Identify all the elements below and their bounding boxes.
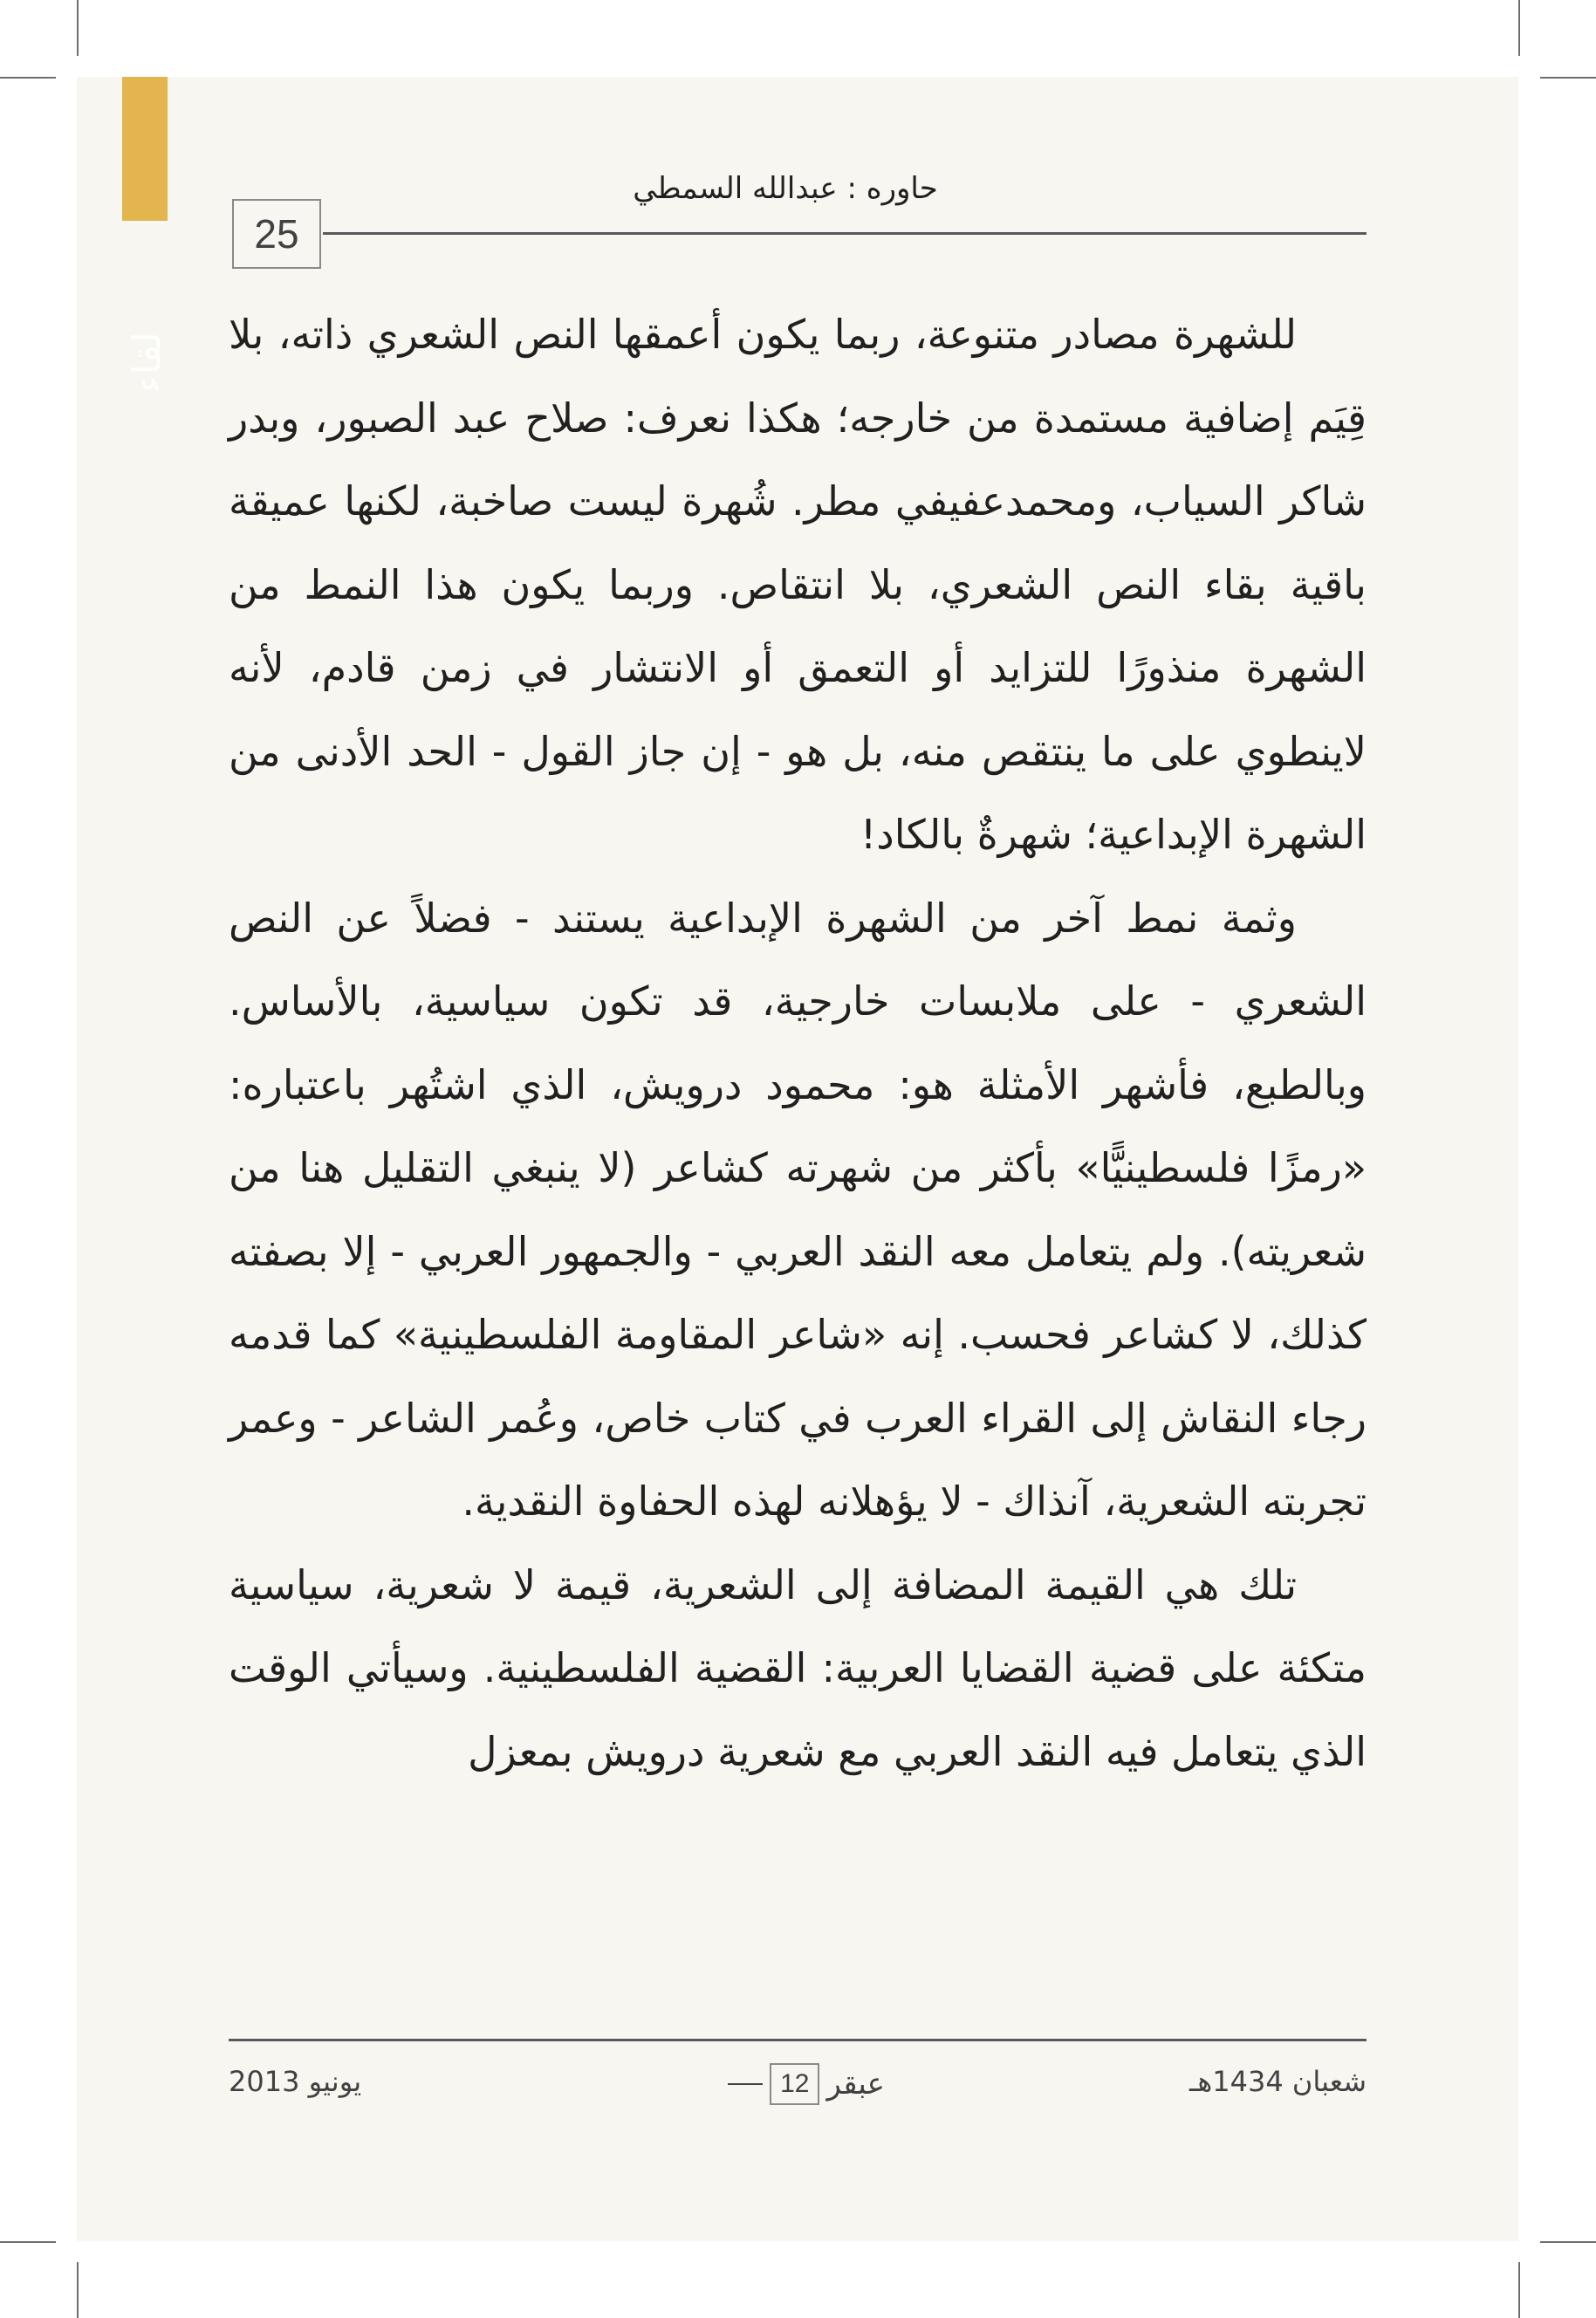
crop-mark bbox=[77, 2262, 79, 2318]
crop-mark bbox=[0, 2241, 56, 2243]
crop-mark bbox=[1518, 2262, 1520, 2318]
crop-mark bbox=[0, 77, 56, 79]
crop-mark bbox=[1540, 2241, 1596, 2243]
paragraph: وثمة نمط آخر من الشهرة الإبداعية يستند - فضلاً عن النص الشعري - على ملابسات خارجية، قد تكون سياسية، بالأساس. وبالطبع، فأشهر الأمثلة هو: محمود درويش، الذي اشتُهر باعتباره: «رمزًا فلسطينيًّا» بأكثر من شهرته كشاعر (لا ينبغي التقليل هنا من شعريته). ولم يتعامل معه النقد العربي - والجمهور العربي - إلا بصفته كذلك، لا كشاعر فحسب. إنه «شاعر المقاومة الفلسطينية» كما قدمه رجاء النقاش إلى القراء العرب في كتاب خاص، وعُمر الشاعر - وعمر تجربته الشعرية، آنذاك - لا يؤهلانه لهذه الحفاوة النقدية. bbox=[229, 894, 1367, 1525]
hijri-date: شعبان 1434هـ bbox=[1188, 2065, 1367, 2098]
crop-mark bbox=[1540, 77, 1596, 79]
gregorian-date: يونيو 2013 bbox=[229, 2065, 362, 2098]
section-side-label: لقاء bbox=[125, 332, 170, 393]
section-color-tab bbox=[122, 77, 168, 221]
crop-mark bbox=[77, 0, 79, 56]
interviewer-credit: حاوره : عبدالله السمطي bbox=[633, 171, 938, 206]
crop-mark bbox=[1518, 0, 1520, 56]
magazine-issue-mark bbox=[710, 2060, 902, 2109]
article-body bbox=[229, 293, 1367, 1793]
footer-rule bbox=[229, 2039, 1367, 2041]
issue-number: 12 bbox=[770, 2063, 819, 2105]
paragraph: للشهرة مصادر متنوعة، ربما يكون أعمقها النص الشعري ذاته، بلا قِيَم إضافية مستمدة من خارجه؛ هكذا نعرف: صلاح عبد الصبور، وبدر شاكر السياب، ومحمدعفيفي مطر. شُهرة ليست صاخبة، لكنها عميقة باقية بقاء النص الشعري، بلا انتقاص. وربما يكون هذا النمط من الشهرة منذورًا للتزايد أو التعمق أو الانتشار في زمن قادم، لأنه لاينطوي على ما ينتقص منه، بل هو - إن جاز القول - الحد الأدنى من الشهرة الإبداعية؛ شهرةٌ بالكاد! bbox=[229, 311, 1367, 858]
magazine-name: عبقر bbox=[826, 2067, 885, 2102]
header-rule bbox=[323, 232, 1367, 235]
page-footer bbox=[229, 2060, 1367, 2112]
page-number: 25 bbox=[232, 199, 321, 269]
divider-line bbox=[728, 2083, 763, 2085]
paragraph: تلك هي القيمة المضافة إلى الشعرية، قيمة لا شعرية، سياسية متكئة على قضية القضايا العربية: القضية الفلسطينية. وسيأتي الوقت الذي يتعامل فيه النقد العربي مع شعرية درويش بمعزل bbox=[229, 1560, 1367, 1775]
